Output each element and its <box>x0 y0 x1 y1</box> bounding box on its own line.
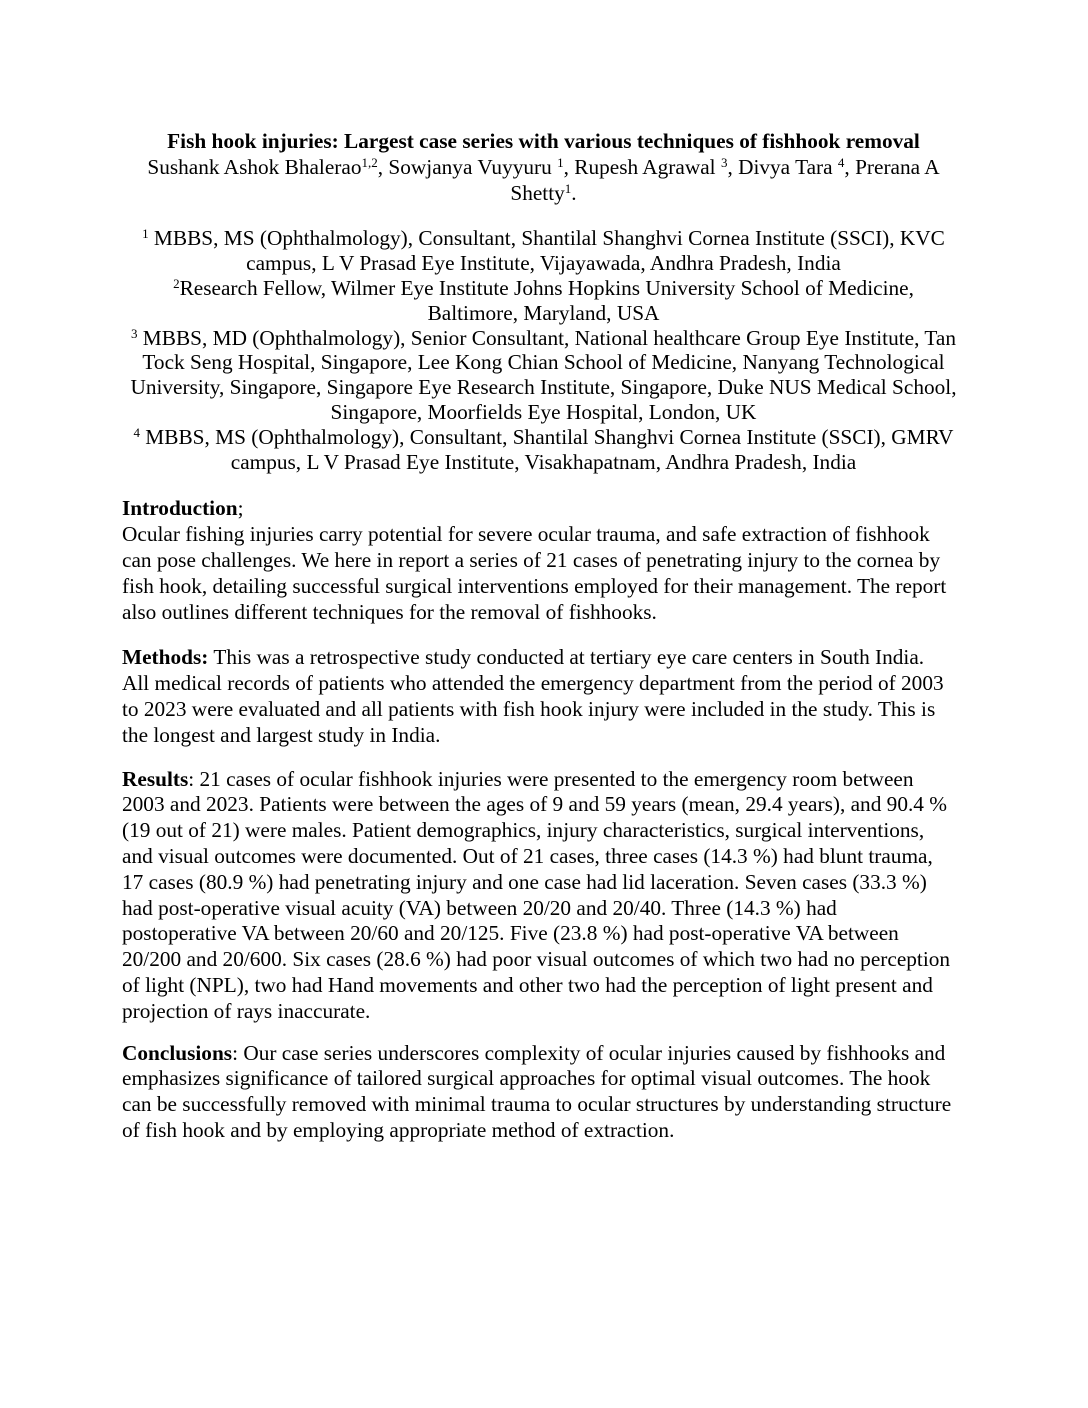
text-segment: : Our case series underscores complexity of ocular injuries caused by fishhooks and <box>232 1040 946 1065</box>
paper-title <box>122 129 965 155</box>
text-segment: Conclusions <box>122 1040 233 1065</box>
text-segment: . <box>571 180 577 205</box>
superscript-marker: 1 <box>564 180 572 196</box>
text-line <box>122 548 965 574</box>
text-segment: and visual outcomes were documented. Out of 21 cases, three cases (14.3 %) had blunt trauma, <box>122 843 933 868</box>
text-line <box>122 999 965 1025</box>
text-segment: , Divya Tara <box>727 154 838 179</box>
text-line <box>122 226 965 251</box>
affiliation-list <box>122 226 965 474</box>
text-segment: All medical records of patients who attended the emergency department from the period of 2003 <box>122 671 944 696</box>
text-line <box>122 276 965 301</box>
text-segment: can pose challenges. We here in report a series of 21 cases of penetrating injury to the cornea by <box>122 547 941 572</box>
superscript-marker: 4 <box>133 424 140 440</box>
text-segment: campus, L V Prasad Eye Institute, Vijayawada, Andhra Pradesh, India <box>246 251 841 276</box>
text-segment: 17 cases (80.9 %) had penetrating injury and one case had lid laceration. Seven cases (33.3 %) <box>122 869 927 894</box>
text-segment: , Rupesh Agrawal <box>563 154 721 179</box>
text-line <box>122 723 965 749</box>
text-line <box>122 301 965 326</box>
text-segment: fish hook, detailing successful surgical interventions employed for their management. The report <box>122 573 947 598</box>
text-segment: to 2023 were evaluated and all patients with fish hook injury were included in the study. This is <box>122 696 936 721</box>
text-segment: Tock Seng Hospital, Singapore, Lee Kong Chian School of Medicine, Nanyang Technological <box>142 350 945 375</box>
text-line <box>122 947 965 973</box>
text-line <box>122 522 965 548</box>
text-segment: Fish hook injuries: Largest case series with various techniques of fishhook removal <box>167 129 920 153</box>
section-conclusions <box>122 1041 965 1144</box>
text-segment: ; <box>237 496 244 521</box>
text-line <box>122 818 965 844</box>
superscript-marker: 1,2 <box>361 154 378 170</box>
text-line <box>122 350 965 375</box>
text-line <box>122 844 965 870</box>
section-methods <box>122 645 965 748</box>
superscript-marker: 1 <box>557 154 564 170</box>
text-segment: Results <box>122 766 189 791</box>
text-line <box>122 129 965 155</box>
superscript-marker: 2 <box>173 275 180 291</box>
text-line <box>122 425 965 450</box>
text-segment: Singapore, Moorfields Eye Hospital, London, UK <box>330 399 757 424</box>
superscript-marker: 4 <box>837 154 845 170</box>
text-segment: had post-operative visual acuity (VA) between 20/20 and 20/40. Three (14.3 %) had <box>122 895 837 920</box>
text-line <box>122 600 965 626</box>
text-line <box>122 921 965 947</box>
text-line <box>122 870 965 896</box>
text-line <box>122 671 965 697</box>
superscript-marker: 3 <box>720 154 728 170</box>
text-segment: Methods: <box>122 645 209 670</box>
text-line <box>122 697 965 723</box>
text-line <box>122 1118 965 1144</box>
text-segment: , Prerana A <box>844 154 940 179</box>
text-segment: projection of rays inaccurate. <box>122 998 371 1023</box>
text-line <box>122 181 965 207</box>
text-line <box>122 1066 965 1092</box>
text-segment: Introduction <box>122 496 238 521</box>
section-results <box>122 767 965 1025</box>
text-segment: (19 out of 21) were males. Patient demographics, injury characteristics, surgical interventions, <box>122 818 925 843</box>
text-segment: of fish hook and by employing appropriate method of extraction. <box>122 1117 675 1142</box>
text-line <box>122 450 965 475</box>
text-line <box>122 326 965 351</box>
superscript-marker: 3 <box>130 325 138 341</box>
text-segment: Ocular fishing injuries carry potential for severe ocular trauma, and safe extraction of fishhook <box>122 522 930 547</box>
text-line <box>122 1092 965 1118</box>
text-line <box>122 496 965 522</box>
section-introduction <box>122 496 965 625</box>
text-segment: : 21 cases of ocular fishhook injuries were presented to the emergency room between <box>188 766 914 791</box>
text-line <box>122 973 965 999</box>
text-segment: Sushank Ashok Bhalerao <box>147 154 362 179</box>
author-list <box>122 155 965 207</box>
text-segment: Research Fellow, Wilmer Eye Institute Johns Hopkins University School of Medicine, <box>179 275 914 300</box>
text-line <box>122 400 965 425</box>
text-segment: postoperative VA between 20/60 and 20/125. Five (23.8 %) had post-operative VA between <box>122 921 899 946</box>
text-line <box>122 574 965 600</box>
superscript-marker: 1 <box>142 226 149 242</box>
text-line <box>122 251 965 276</box>
text-line <box>122 155 965 181</box>
text-line <box>122 375 965 400</box>
text-segment: emphasizes significance of tailored surgical approaches for optimal visual outcomes. The hook <box>122 1066 931 1091</box>
text-line <box>122 1041 965 1067</box>
text-segment: Baltimore, Maryland, USA <box>427 300 660 325</box>
text-line <box>122 792 965 818</box>
text-line <box>122 767 965 793</box>
text-segment: MBBS, MS (Ophthalmology), Consultant, Shantilal Shanghvi Cornea Institute (SSCI), GMRV <box>139 424 954 449</box>
text-segment: Shetty <box>510 180 565 205</box>
text-segment: also outlines different techniques for the removal of fishhooks. <box>122 599 657 624</box>
text-segment: of light (NPL), two had Hand movements and other two had the perception of light present and <box>122 972 933 997</box>
text-line <box>122 896 965 922</box>
text-segment: , Sowjanya Vuyyuru <box>377 154 558 179</box>
text-line <box>122 645 965 671</box>
text-segment: 2003 and 2023. Patients were between the ages of 9 and 59 years (mean, 29.4 years), and 90.4 % <box>122 792 948 817</box>
text-segment: This was a retrospective study conducted at tertiary eye care centers in South India. <box>208 645 925 670</box>
text-segment: University, Singapore, Singapore Eye Research Institute, Singapore, Duke NUS Medical School, <box>130 375 957 400</box>
text-segment: the longest and largest study in India. <box>122 722 441 747</box>
text-segment: can be successfully removed with minimal trauma to ocular structures by understanding structure <box>122 1092 952 1117</box>
text-segment: campus, L V Prasad Eye Institute, Visakhapatnam, Andhra Pradesh, India <box>230 449 857 474</box>
text-segment: MBBS, MD (Ophthalmology), Senior Consultant, National healthcare Group Eye Institute, Tan <box>137 325 956 350</box>
text-segment: 20/200 and 20/600. Six cases (28.6 %) had poor visual outcomes of which two had no perception <box>122 947 951 972</box>
text-segment: MBBS, MS (Ophthalmology), Consultant, Shantilal Shanghvi Cornea Institute (SSCI), KVC <box>148 226 945 251</box>
